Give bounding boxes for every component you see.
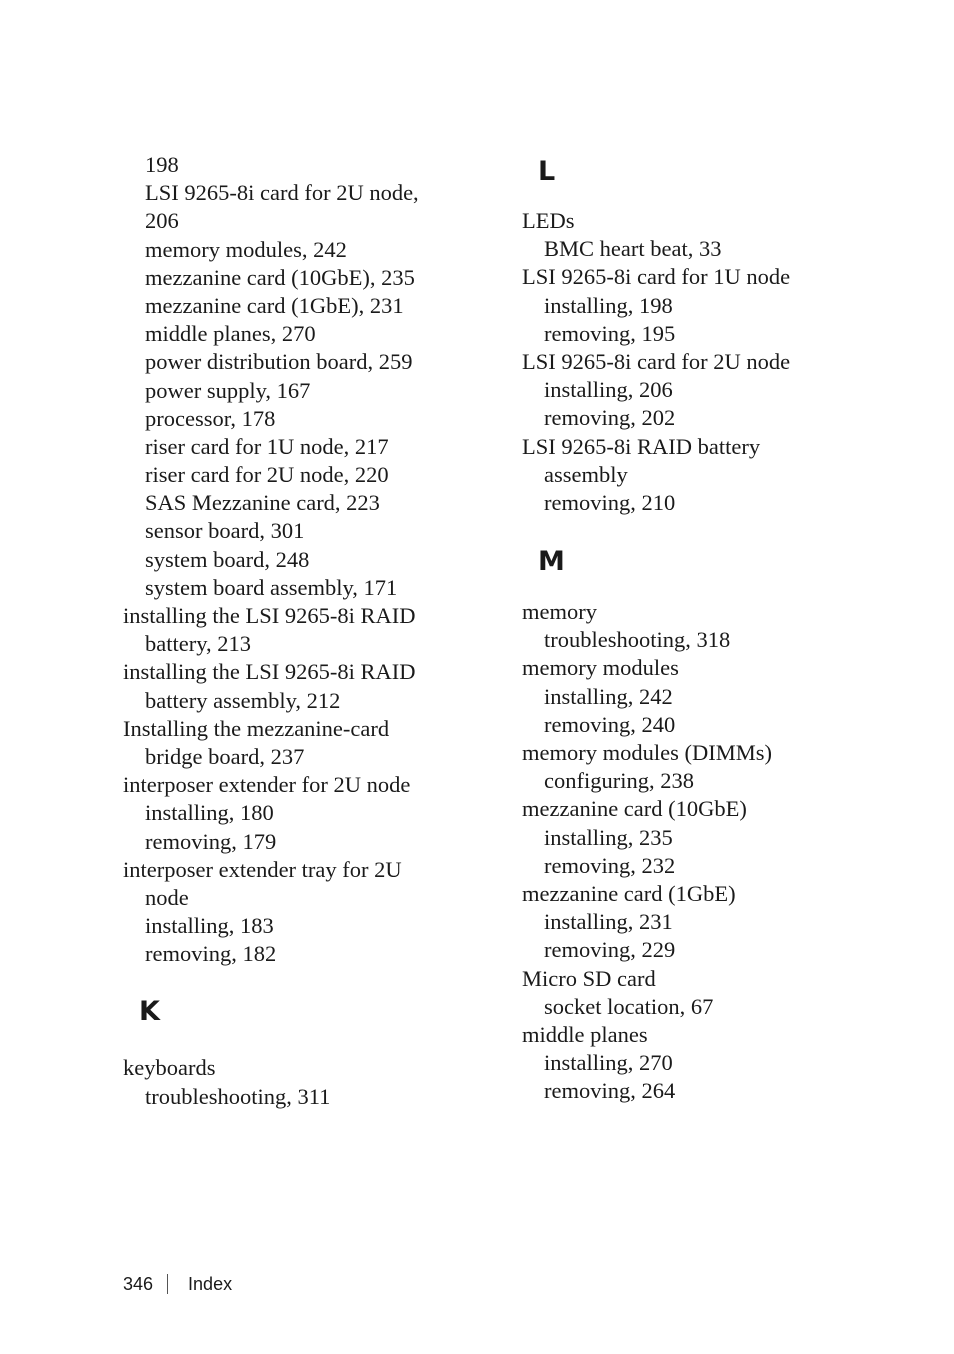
index-entry: memory modules (DIMMs) — [522, 740, 772, 765]
index-entry: processor, 178 — [145, 405, 276, 431]
index-entry: Micro SD card — [522, 965, 656, 991]
index-entry: installing, 235 — [544, 824, 673, 850]
index-entry: LSI 9265-8i card for 2U node — [522, 348, 791, 374]
index-entry: memory modules, 242 — [145, 236, 347, 262]
index-entry: power distribution board, 259 — [145, 349, 413, 375]
index-entry: battery assembly, 212 — [145, 687, 341, 713]
index-entry: memory modules — [522, 655, 679, 681]
index-block-m — [522, 598, 862, 1105]
index-entry: mezzanine card (10GbE) — [522, 796, 747, 822]
section-name: Index — [188, 1274, 233, 1294]
index-entry: troubleshooting, 318 — [544, 627, 731, 653]
index-entry: configuring, 238 — [544, 768, 694, 794]
index-entry: LEDs — [522, 208, 575, 233]
index-entry: removing, 182 — [145, 941, 277, 967]
index-column-right — [522, 151, 862, 1105]
section-letter-k: K — [139, 996, 160, 1028]
section-letter-l: L — [538, 156, 556, 187]
index-entry: LSI 9265-8i card for 2U node, — [145, 180, 419, 206]
index-entry: interposer extender for 2U node — [123, 772, 411, 798]
index-entry: node — [145, 884, 189, 910]
index-entry: LSI 9265-8i card for 1U node — [522, 264, 791, 290]
index-entry: removing, 240 — [544, 711, 676, 737]
index-entry: mezzanine card (1GbE) — [522, 880, 736, 906]
index-entry: 206 — [145, 208, 179, 234]
index-column-left — [123, 151, 463, 1111]
index-entry: installing, 270 — [544, 1050, 673, 1076]
index-entry: BMC heart beat, 33 — [544, 236, 722, 262]
index-entry: socket location, 67 — [544, 993, 714, 1019]
index-entry: riser card for 2U node, 220 — [145, 462, 389, 488]
index-entry: installing the LSI 9265-8i RAID — [123, 659, 416, 685]
index-entry: power supply, 167 — [145, 377, 311, 403]
index-entry: Installing the mezzanine-card — [123, 715, 390, 741]
index-entry: troubleshooting, 311 — [145, 1083, 331, 1109]
index-entry: SAS Mezzanine card, 223 — [145, 490, 380, 516]
index-entry: installing, 231 — [544, 909, 673, 935]
index-block — [123, 151, 463, 968]
index-entry: sensor board, 301 — [145, 518, 305, 544]
index-entry: removing, 202 — [544, 405, 676, 431]
index-entry: removing, 229 — [544, 937, 676, 963]
index-entry: middle planes — [522, 1021, 648, 1047]
section-letter-m: M — [538, 546, 565, 578]
page-footer — [123, 1273, 232, 1295]
index-entry: system board assembly, 171 — [145, 574, 398, 600]
index-entry: removing, 179 — [145, 828, 277, 854]
index-entry: battery, 213 — [145, 631, 252, 657]
page-number: 346 — [123, 1274, 154, 1294]
index-entry: removing, 210 — [544, 489, 676, 515]
index-block-k — [123, 1054, 463, 1110]
index-entry: installing, 198 — [544, 292, 673, 318]
index-entry: system board, 248 — [145, 546, 310, 572]
index-entry: installing, 180 — [145, 800, 274, 826]
index-entry: assembly — [544, 461, 628, 487]
index-entry: 198 — [145, 152, 179, 177]
index-entry: installing the LSI 9265-8i RAID — [123, 603, 416, 628]
index-entry: removing, 232 — [544, 852, 676, 878]
index-entry: removing, 264 — [544, 1078, 676, 1104]
index-entry: middle planes, 270 — [145, 321, 316, 347]
index-block-l — [522, 207, 862, 517]
index-entry: installing, 242 — [544, 683, 673, 709]
index-entry: LSI 9265-8i RAID battery — [522, 433, 761, 459]
index-entry: keyboards — [123, 1055, 216, 1081]
index-entry: installing, 206 — [544, 377, 673, 403]
index-entry: riser card for 1U node, 217 — [145, 433, 389, 459]
footer-divider — [167, 1274, 168, 1294]
index-entry: removing, 195 — [544, 320, 676, 346]
index-entry: installing, 183 — [145, 913, 274, 939]
index-entry: bridge board, 237 — [145, 743, 305, 769]
index-entry: mezzanine card (10GbE), 235 — [145, 264, 415, 290]
index-entry: mezzanine card (1GbE), 231 — [145, 292, 404, 318]
index-entry: interposer extender tray for 2U — [123, 856, 402, 882]
index-entry: memory — [522, 599, 597, 625]
